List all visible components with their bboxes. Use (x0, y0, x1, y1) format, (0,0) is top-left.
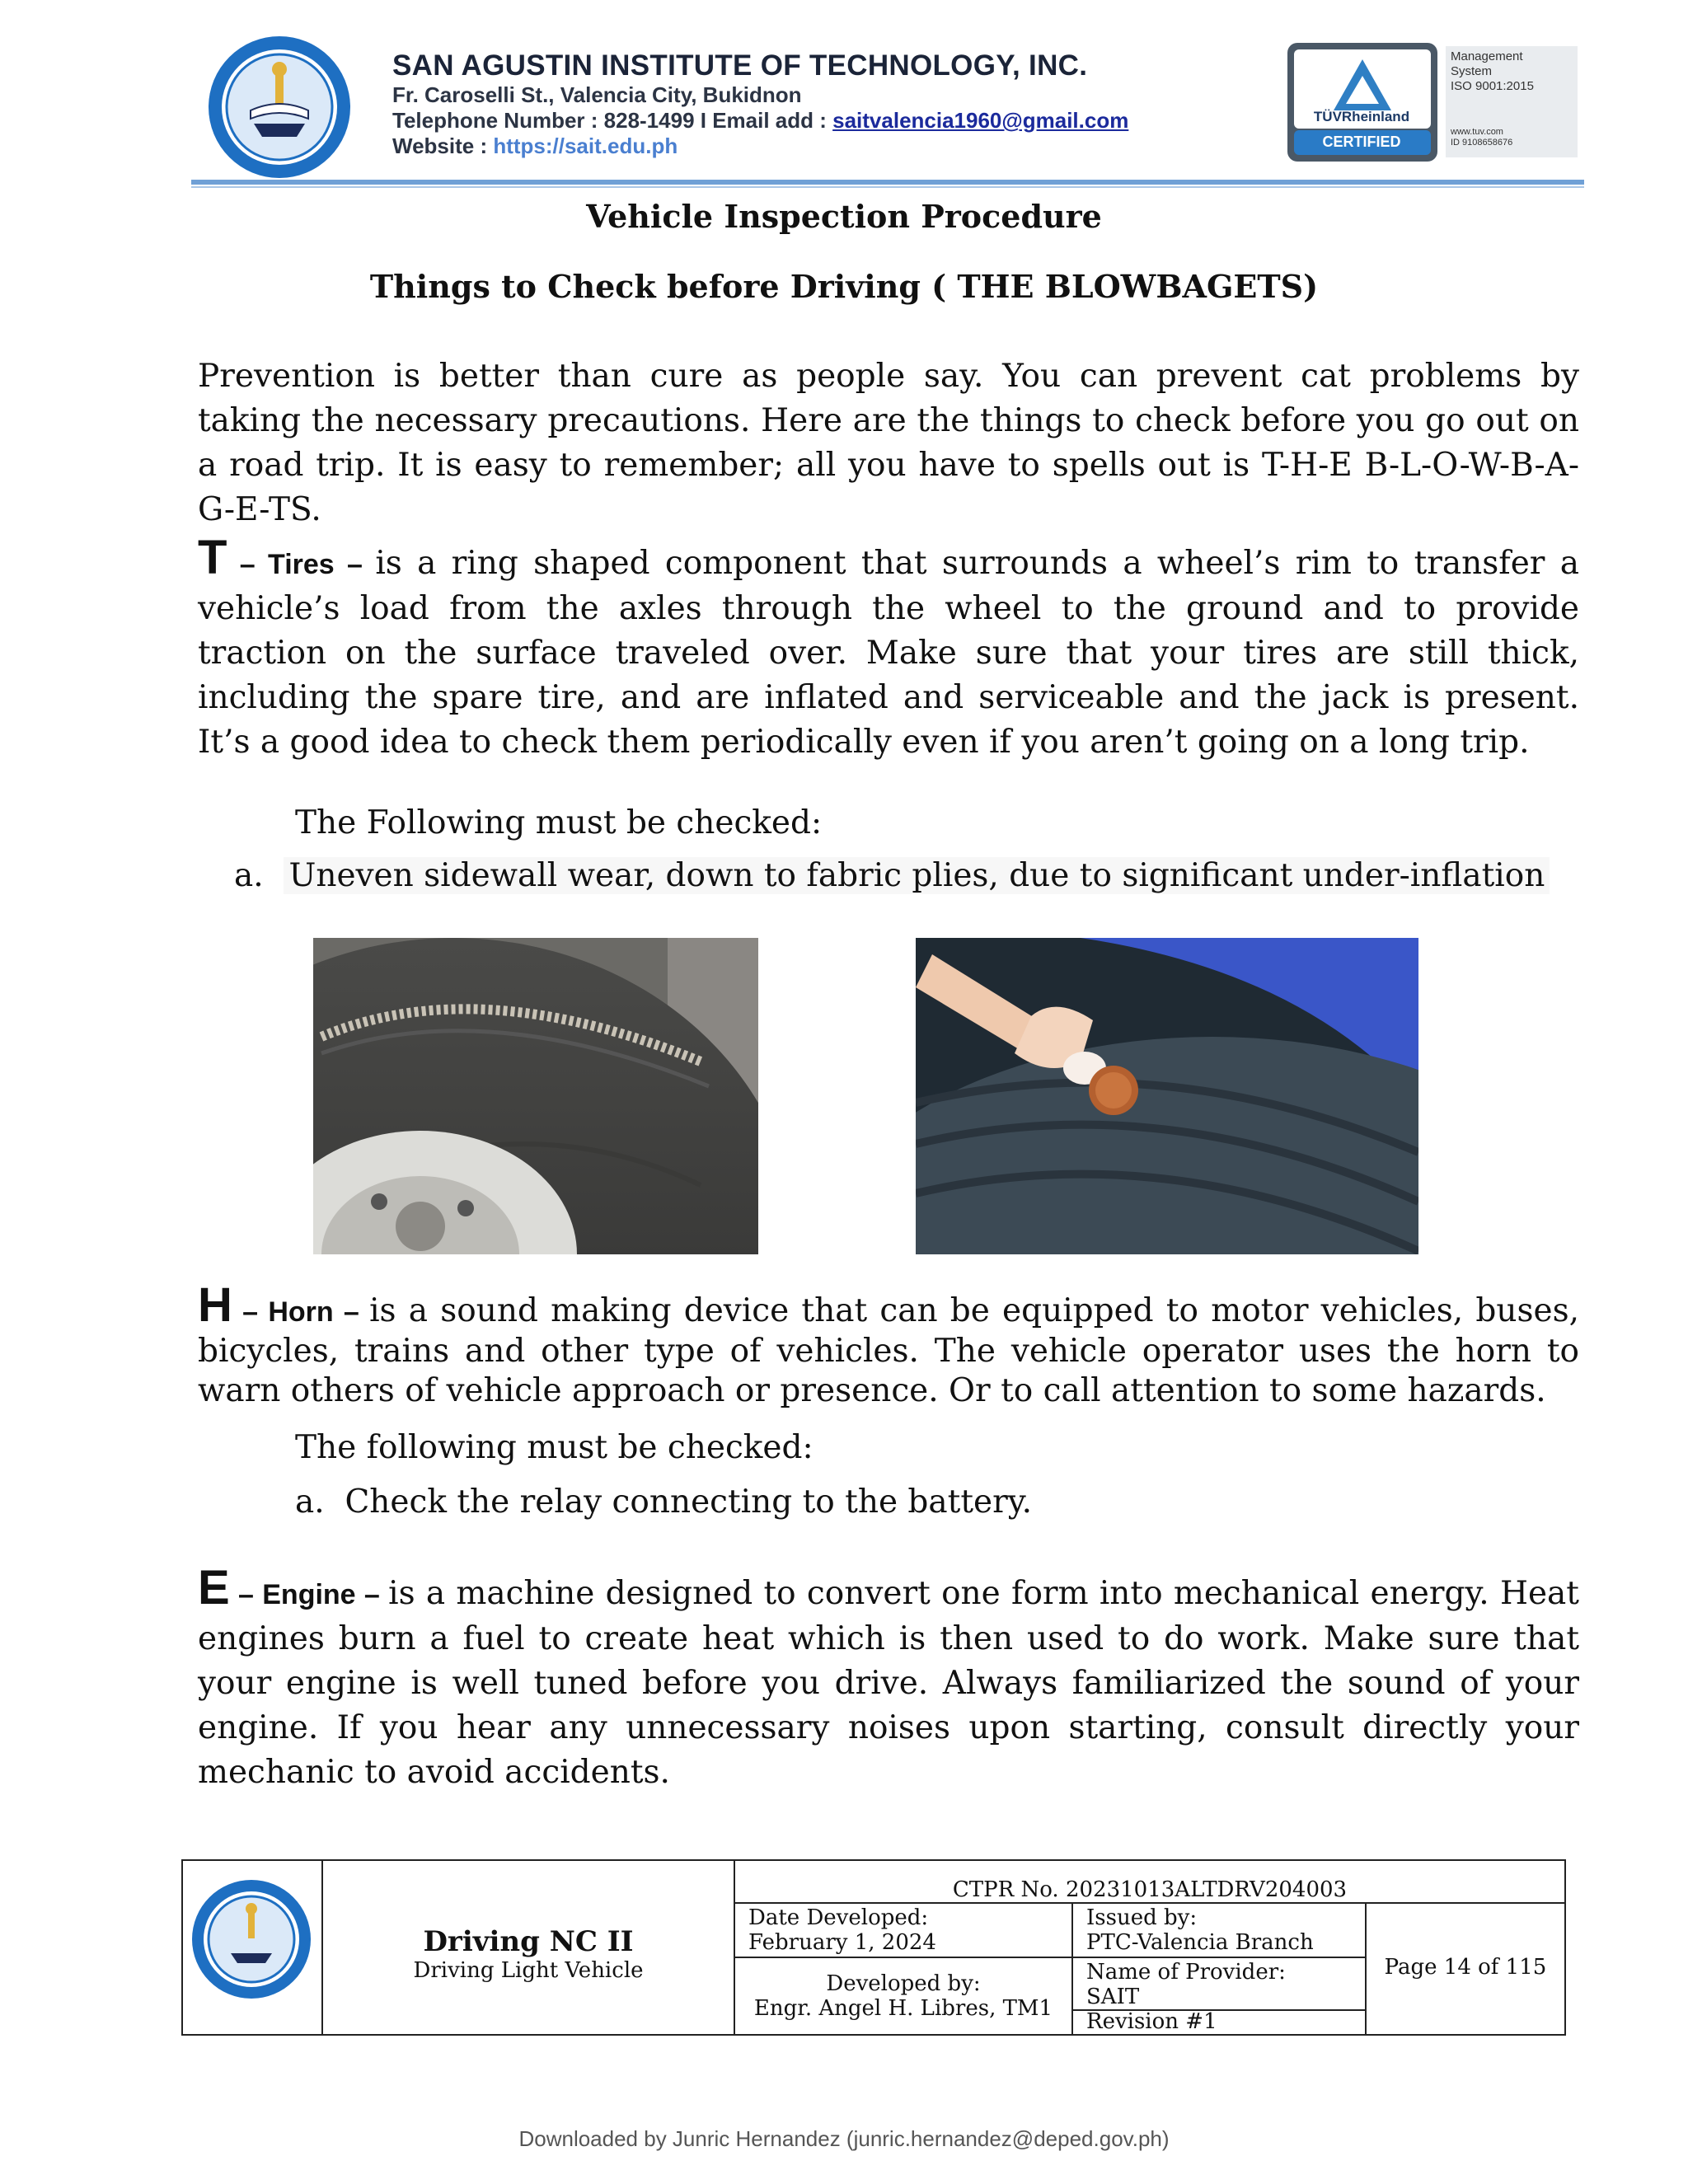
page-number: Page 14 of 115 (1384, 1955, 1547, 1980)
email-link[interactable]: saitvalencia1960@gmail.com (832, 108, 1129, 133)
tires-letter: T (198, 531, 227, 584)
provider-value: SAIT (1086, 1985, 1140, 2009)
tires-section (198, 531, 1579, 765)
institute-address: Fr. Caroselli St., Valencia City, Bukidnon (392, 82, 802, 107)
issued-by-label: Issued by: (1086, 1905, 1198, 1930)
management-system-box (1446, 46, 1578, 157)
website-label: Website : (392, 134, 494, 158)
tuv-brand-text: TÜVRheinland (1313, 109, 1410, 124)
tires-term: – Tires – (227, 549, 376, 580)
course-subtitle: Driving Light Vehicle (413, 1958, 644, 1983)
page-title: Vehicle Inspection Procedure (586, 198, 1102, 235)
mgmt-line: Management (1451, 49, 1523, 63)
institute-header (392, 49, 1299, 159)
tires-description: is a ring shaped component that surrounds a wheel’s rim to transfer a vehicle’s load from the axles through the wheel to the ground and to provide traction on the surface traveled over. Make sure that your tires are still thick, including the spare tire, and are inflated and serviceable and the jack is present. It’s a good idea to check them periodically even if you aren’t going on a long trip. (198, 545, 1579, 761)
date-developed-label: Date Developed: (748, 1905, 929, 1930)
engine-section (198, 1561, 1579, 1795)
institute-contact (392, 108, 1299, 134)
mgmt-line: www.tuv.com (1451, 127, 1503, 137)
tires-check-label: The Following must be checked: (295, 804, 823, 841)
revision-number: Revision #1 (1073, 2011, 1367, 2034)
list-item-text: Check the relay connecting to the battery. (345, 1483, 1032, 1521)
course-title: Driving NC II (423, 1925, 634, 1958)
website-link[interactable]: https://sait.edu.ph (493, 134, 678, 158)
download-attribution: Downloaded by Junric Hernandez (junric.hernandez@deped.gov.ph) (518, 2126, 1170, 2151)
mgmt-line: ID 9108658676 (1451, 138, 1513, 148)
developed-by-value: Engr. Angel H. Libres, TM1 (753, 1996, 1053, 2021)
intro-paragraph: Prevention is better than cure as people say. You can prevent cat problems by taking the necessary precautions. Here are the things to check before you go out on a road trip. It is easy to remember; all you have to spells out is T-H-E B-L-O-W-B-A-G-E-TS. (198, 358, 1579, 528)
header-divider (191, 180, 1584, 185)
course-cell (321, 1861, 735, 2034)
engine-term: – Engine – (229, 1579, 389, 1610)
ctpr-number: CTPR No. 20231013ALTDRV204003 (735, 1861, 1564, 1904)
institute-name: SAN AGUSTIN INSTITUTE OF TECHNOLOGY, INC. (392, 49, 1088, 82)
provider-label: Name of Provider: (1086, 1960, 1286, 1985)
mgmt-line: ISO 9001:2015 (1451, 79, 1534, 93)
issued-by-value: PTC-Valencia Branch (1086, 1930, 1314, 1955)
horn-term: – Horn – (232, 1296, 370, 1328)
horn-check-label: The following must be checked: (295, 1429, 814, 1466)
developed-by-cell (735, 1958, 1073, 2034)
engine-description: is a machine designed to convert one form into mechanical energy. Heat engines burn a fuel to create heat which is then used to do work. Make sure that your engine is well tuned before you drive. Always familiarized the sound of your engine. If you hear any unnecessary noises upon starting, consult directly your mechanic to avoid accidents. (198, 1575, 1579, 1791)
horn-description: is a sound making device that can be equipped to motor vehicles, buses, bicycles, trains and other type of vehicles. The vehicle operator uses the horn to warn others of vehicle approach or presence. Or to call attention to some hazards. (198, 1292, 1579, 1409)
header-divider-thin (191, 186, 1584, 188)
date-developed-value: February 1, 2024 (748, 1930, 936, 1955)
list-marker: a. (295, 1483, 325, 1521)
footer-logo (190, 1877, 313, 2001)
institute-logo (188, 33, 371, 181)
tires-check-item (234, 857, 1550, 894)
worn-tire-photo (313, 938, 758, 1254)
horn-letter: H (198, 1278, 232, 1332)
engine-letter: E (198, 1561, 230, 1615)
document-footer-table (181, 1859, 1566, 2036)
horn-section (198, 1278, 1579, 1411)
telephone-text: Telephone Number : 828-1499 I Email add : (392, 108, 833, 133)
date-developed-cell (735, 1904, 1073, 1958)
penny-tread-test-photo (916, 938, 1418, 1254)
list-marker: a. (234, 857, 264, 894)
mgmt-line: System (1451, 64, 1493, 78)
page-subtitle: Things to Check before Driving ( THE BLOWBAGETS) (369, 268, 1319, 305)
provider-cell (1073, 1958, 1367, 2011)
issued-by-cell (1073, 1904, 1367, 1958)
institute-website (392, 134, 1299, 159)
developed-by-label: Developed by: (826, 1971, 981, 1996)
tuv-certified-text: CERTIFIED (1322, 134, 1401, 150)
horn-check-item (295, 1483, 1032, 1521)
list-item-text: Uneven sidewall wear, down to fabric plies, due to significant under-inflation (284, 857, 1550, 894)
